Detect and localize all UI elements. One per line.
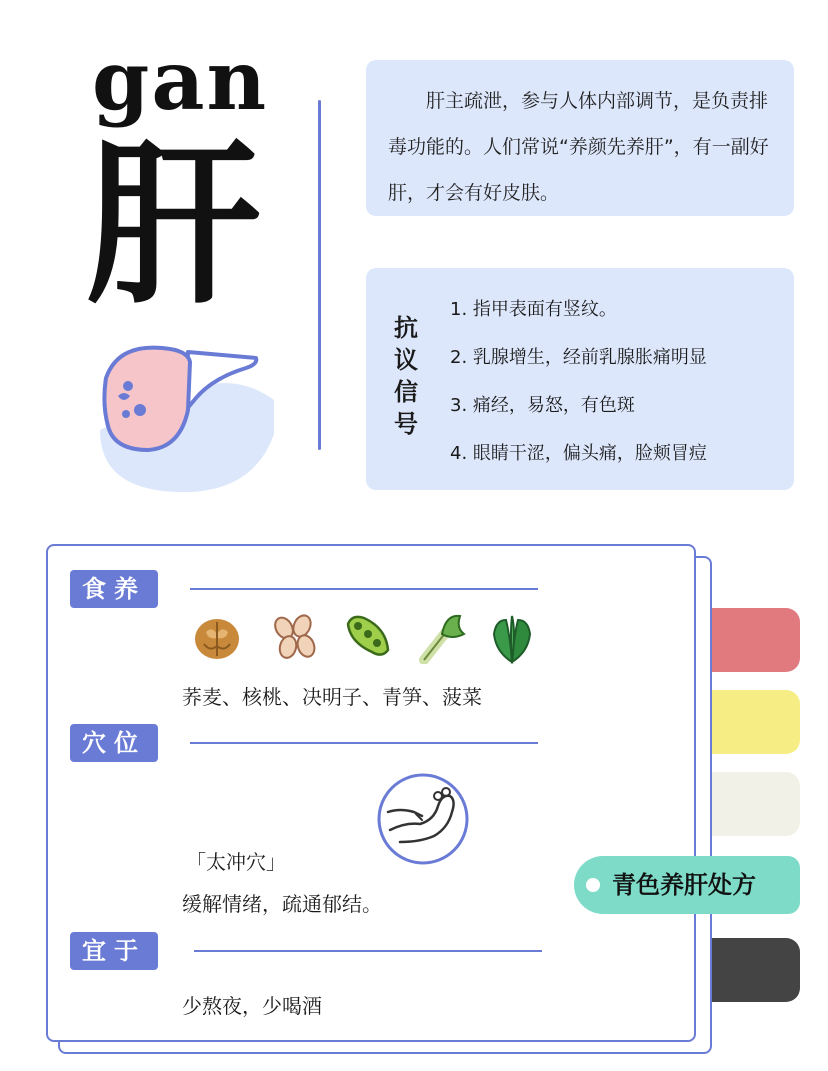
food-rule — [190, 588, 538, 590]
signal-item: 1. 指甲表面有竖纹。 — [450, 299, 617, 320]
advice-text: 少熬夜，少喝酒 — [182, 994, 322, 1018]
acupoint-tag: 穴位 — [70, 724, 158, 762]
asparagus-icon — [416, 610, 468, 664]
food-list: 荞麦、核桃、决明子、青笋、菠菜 — [182, 685, 482, 709]
intro-text: 肝主疏泄，参与人体内部调节，是负责排毒功能的。人们常说“养颜先养肝”，有一副好肝，才会有好皮肤。 — [388, 90, 769, 204]
advice-rule — [194, 950, 542, 952]
acupoint-desc: 缓解情绪，疏通郁结。 — [182, 892, 382, 916]
acupoint-rule — [190, 742, 538, 744]
signals-box — [366, 268, 794, 490]
pea-pod-icon — [342, 610, 394, 662]
prescription-label-text: 青色养肝处方 — [612, 870, 756, 899]
food-tag: 食养 — [70, 570, 158, 608]
walnut-icon — [192, 612, 242, 662]
hole-dot — [586, 878, 600, 892]
advice-tag: 宜于 — [70, 932, 158, 970]
signal-item: 2. 乳腺增生，经前乳腺胀痛明显 — [450, 347, 707, 368]
character-title: 肝 — [86, 123, 261, 328]
divider-line — [318, 100, 321, 450]
prescription-label[interactable] — [574, 856, 800, 914]
signal-item: 3. 痛经，易怒，有色斑 — [450, 395, 635, 416]
liver-icon — [78, 330, 278, 500]
acupoint-name: 「太冲穴」 — [186, 850, 286, 874]
spinach-icon — [488, 612, 536, 664]
seeds-icon — [268, 614, 320, 660]
signal-item: 4. 眼睛干涩，偏头痛，脸颊冒痘 — [450, 443, 707, 464]
signals-title: 抗议信号 — [394, 313, 418, 438]
foot-massage-icon — [376, 772, 470, 866]
intro-box — [366, 60, 794, 216]
pinyin-title: gan — [92, 33, 269, 129]
signals-list — [450, 290, 707, 482]
